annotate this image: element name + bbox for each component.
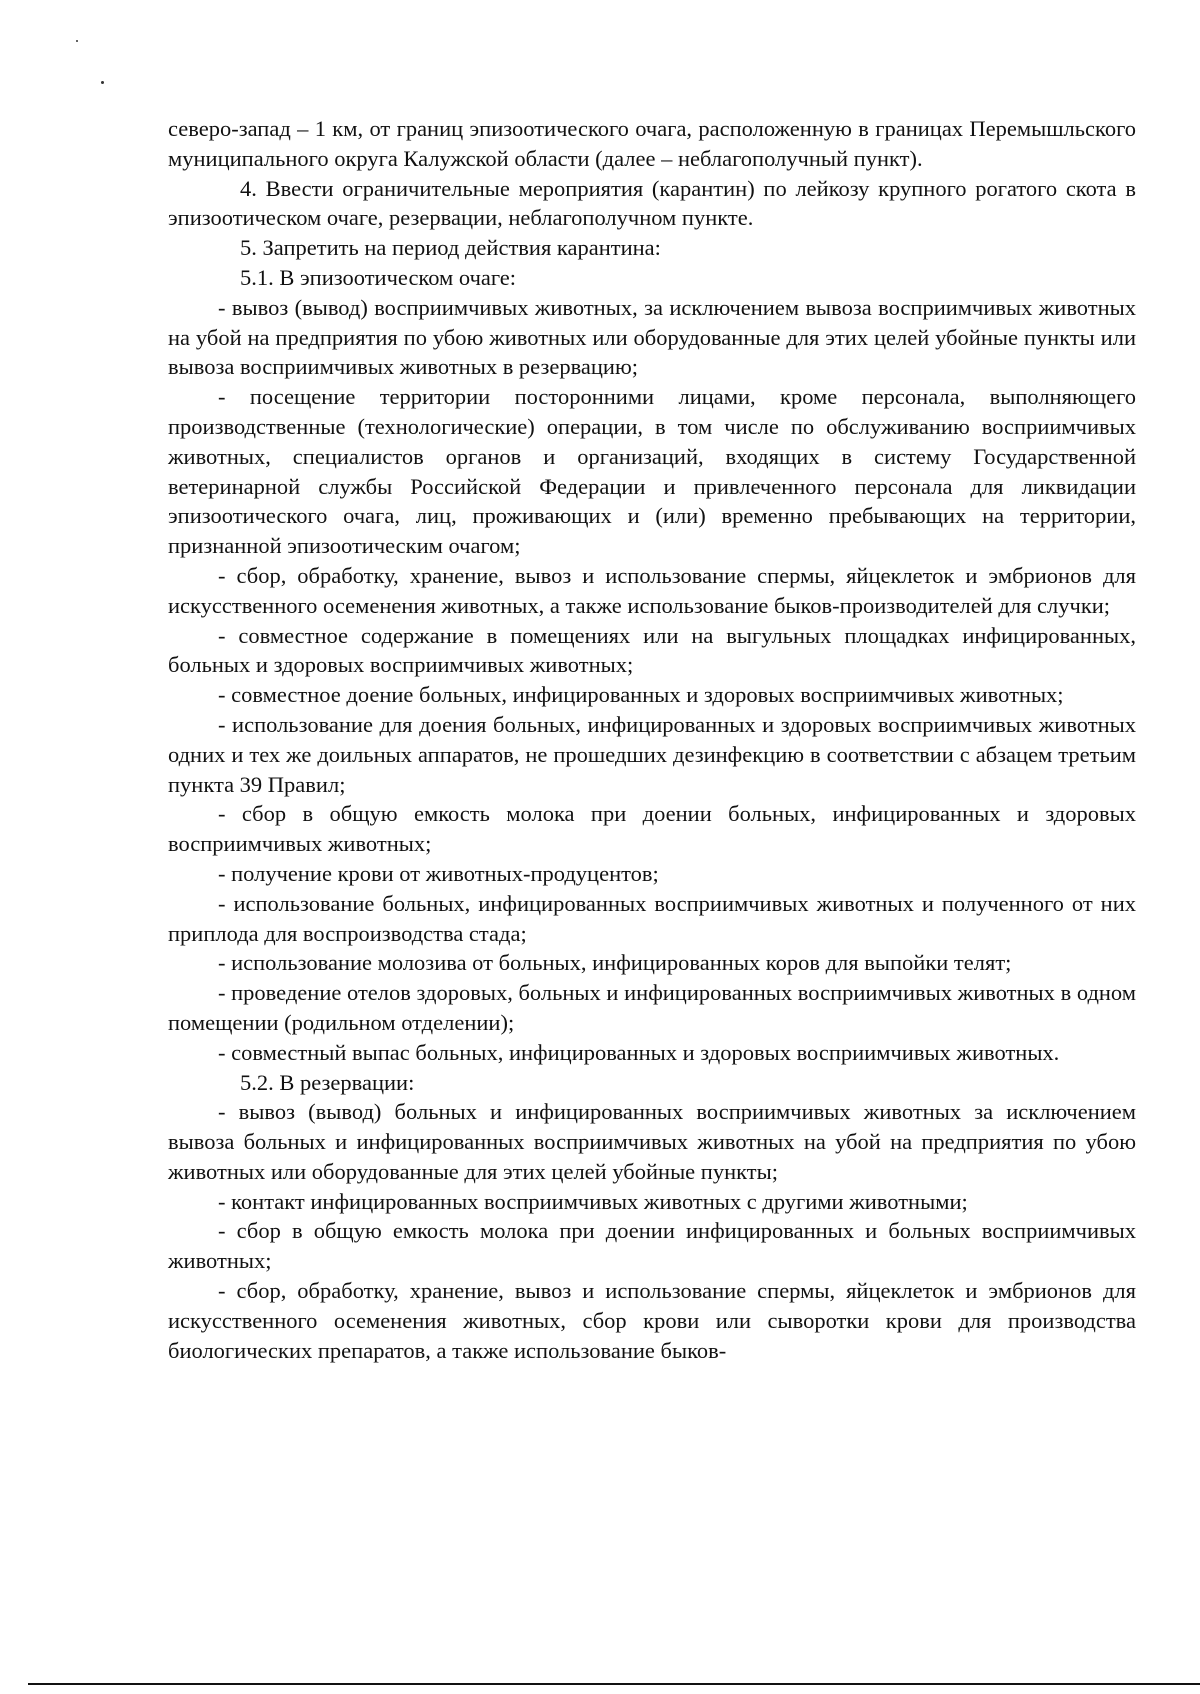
list-item: - использование молозива от больных, инфицированных коров для выпойки телят; [218, 950, 1012, 976]
list-item: - сбор в общую емкость молока при доении больных, инфицированных и здоровых восприимчивых животных; [168, 801, 1136, 857]
list-item: - совместное доение больных, инфицированных и здоровых восприимчивых животных; [218, 682, 1064, 708]
list-item: - использование больных, инфицированных восприимчивых животных и полученного от них приплода для воспроизводства стада; [168, 890, 1136, 946]
list-item: - получение крови от животных-продуцентов; [218, 860, 659, 886]
bottom-rule [28, 1683, 1200, 1685]
list-item: - посещение территории посторонними лицами, кроме персонала, выполняющего производственные (технологические) операции, в том числе по обслуживанию восприимчивых животных, специалистов органов и организаций, входящих в систему Государственной ветеринарной службы Российской Федерации и привлеченного персонала для ликвидации эпизоотического очага, лиц, проживающих и (или) временно пребывающих на территории, признанной эпизоотическим очагом; [168, 384, 1136, 559]
paragraph-item-4: 4. Ввести ограничительные мероприятия (карантин) по лейкозу крупного рогатого скота в эпизоотическом очаге, резервации, неблагополучном пункте. [168, 175, 1136, 231]
list-item: - совместный выпас больных, инфицированных и здоровых восприимчивых животных. [218, 1039, 1060, 1065]
list-item: - контакт инфицированных восприимчивых животных с другими животными; [218, 1188, 968, 1214]
paragraph-item-5-2: 5.2. В резервации: [240, 1069, 415, 1095]
paragraph-item-5-1: 5.1. В эпизоотическом очаге: [240, 264, 517, 290]
list-item: - сбор, обработку, хранение, вывоз и использование спермы, яйцеклеток и эмбрионов для искусственного осеменения животных, сбор крови или сыворотки крови для производства биологических препаратов, а также использование быков- [168, 1278, 1136, 1363]
list-item: - использование для доения больных, инфицированных и здоровых восприимчивых животных одних и тех же доильных аппаратов, не прошедших дезинфекцию в соответствии с абзацем третьим пункта 39 Правил; [168, 711, 1136, 797]
list-item: - вывоз (вывод) восприимчивых животных, за исключением вывоза восприимчивых животных на убой на предприятия по убою животных или оборудованные для этих целей убойные пункты или вывоза восприимчивых животных в резервацию; [168, 294, 1136, 380]
list-item: - совместное содержание в помещениях или на выгульных площадках инфицированных, больных и здоровых восприимчивых животных; [168, 622, 1136, 678]
document-body [168, 114, 1136, 1365]
list-item: - вывоз (вывод) больных и инфицированных восприимчивых животных за исключением вывоза больных и инфицированных восприимчивых животных на убой на предприятия по убою животных или оборудованные для этих целей убойные пункты; [168, 1099, 1136, 1184]
list-item: - сбор в общую емкость молока при доении инфицированных и больных восприимчивых животных; [168, 1218, 1136, 1274]
scan-speck [101, 81, 104, 84]
list-item: - сбор, обработку, хранение, вывоз и использование спермы, яйцеклеток и эмбрионов для искусственного осеменения животных, а также использование быков-производителей для случки; [168, 562, 1136, 618]
list-item: - проведение отелов здоровых, больных и инфицированных восприимчивых животных в одном помещении (родильном отделении); [168, 980, 1136, 1035]
paragraph-item-5: 5. Запретить на период действия карантина: [240, 235, 661, 261]
scan-speck [76, 40, 78, 42]
paragraph-continuation: северо-запад – 1 км, от границ эпизоотического очага, расположенную в границах Перемышльского муниципального округа Калужской области (далее – неблагополучный пункт). [168, 116, 1136, 171]
